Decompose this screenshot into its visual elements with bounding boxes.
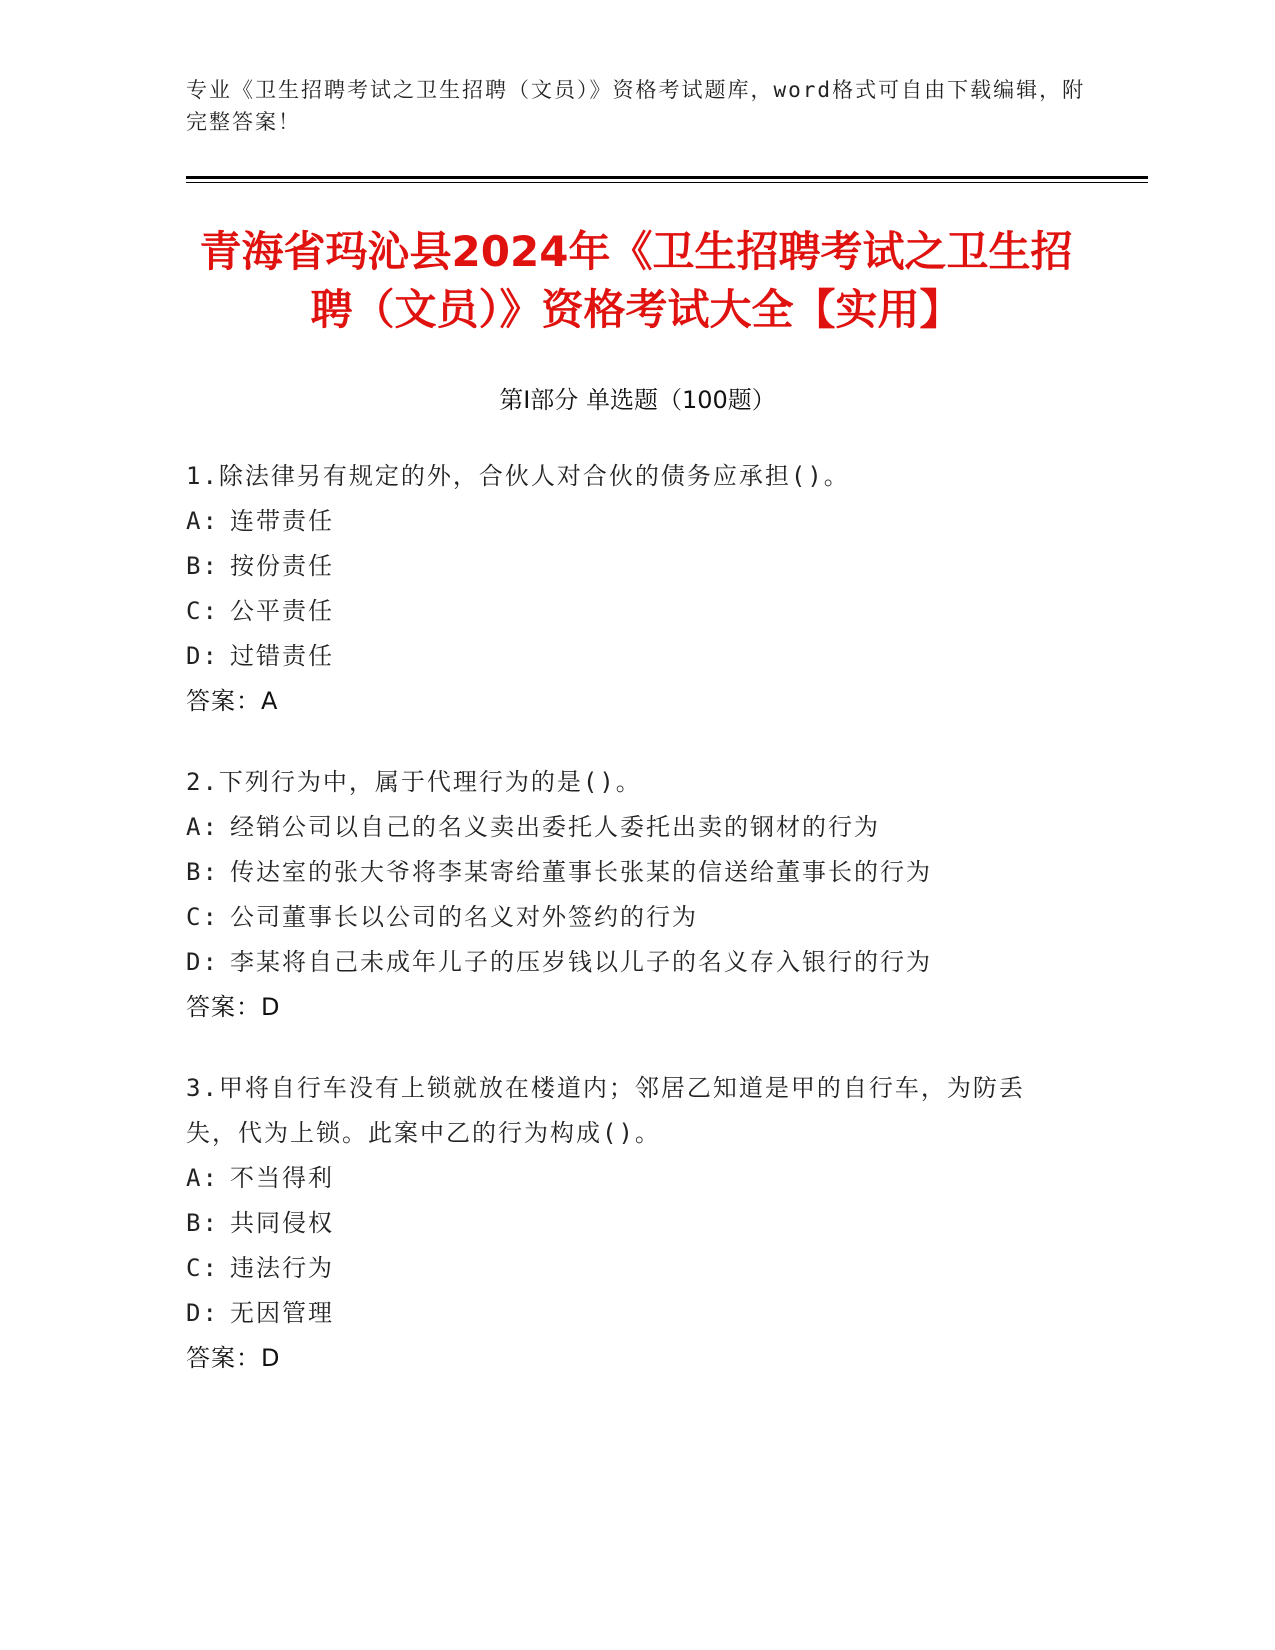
- option-text: 过错责任: [230, 642, 334, 670]
- option-c: [186, 1246, 1066, 1291]
- option-a: [186, 1156, 1066, 1201]
- question-stem: 2.下列行为中，属于代理行为的是()。: [186, 768, 642, 796]
- option-text: 共同侵权: [230, 1209, 334, 1237]
- option-text: 经销公司以自己的名义卖出委托人委托出卖的钢材的行为: [230, 813, 880, 841]
- question-stem: 1.除法律另有规定的外，合伙人对合伙的债务应承担()。: [186, 462, 850, 490]
- option-text: 公司董事长以公司的名义对外签约的行为: [230, 903, 698, 931]
- option-text: 违法行为: [230, 1254, 334, 1282]
- option-letter: C:: [186, 597, 219, 625]
- question-1: [186, 454, 1066, 724]
- answer-line: 答案：D: [186, 993, 281, 1021]
- option-d: [186, 634, 1066, 679]
- answer-line: 答案：D: [186, 1344, 281, 1372]
- option-d: [186, 940, 1066, 985]
- option-letter: A:: [186, 507, 219, 535]
- option-a: [186, 499, 1066, 544]
- question-2: [186, 760, 1066, 1030]
- option-text: 无因管理: [230, 1299, 334, 1327]
- document-title: 青海省玛沁县2024年《卫生招聘考试之卫生招聘（文员）》资格考试大全【实用】: [199, 227, 1073, 334]
- option-b: [186, 1201, 1066, 1246]
- option-letter: C:: [186, 1254, 219, 1282]
- option-text: 传达室的张大爷将李某寄给董事长张某的信送给董事长的行为: [230, 858, 932, 886]
- option-letter: A:: [186, 813, 219, 841]
- header-rule-thin: [186, 182, 1148, 183]
- option-b: [186, 850, 1066, 895]
- option-text: 按份责任: [230, 552, 334, 580]
- question-3: [186, 1066, 1066, 1381]
- option-b: [186, 544, 1066, 589]
- option-d: [186, 1291, 1066, 1336]
- question-stem: 3.甲将自行车没有上锁就放在楼道内；邻居乙知道是甲的自行车，为防丢失，代为上锁。此案中乙的行为构成()。: [186, 1074, 1025, 1147]
- option-letter: C:: [186, 903, 219, 931]
- option-text: 公平责任: [230, 597, 334, 625]
- option-letter: D:: [186, 948, 219, 976]
- option-text: 李某将自己未成年儿子的压岁钱以儿子的名义存入银行的行为: [230, 948, 932, 976]
- option-letter: B:: [186, 552, 219, 580]
- option-letter: B:: [186, 858, 219, 886]
- option-c: [186, 895, 1066, 940]
- header-rule-thick: [186, 176, 1148, 179]
- option-a: [186, 805, 1066, 850]
- section-heading: 第I部分 单选题（100题）: [499, 386, 776, 414]
- option-letter: A:: [186, 1164, 219, 1192]
- option-letter: B:: [186, 1209, 219, 1237]
- option-letter: D:: [186, 642, 219, 670]
- option-text: 不当得利: [230, 1164, 334, 1192]
- answer-line: 答案：A: [186, 687, 279, 715]
- option-text: 连带责任: [230, 507, 334, 535]
- option-letter: D:: [186, 1299, 219, 1327]
- option-c: [186, 589, 1066, 634]
- header-note: 专业《卫生招聘考试之卫生招聘（文员）》资格考试题库，word格式可自由下载编辑，附完整答案！: [186, 78, 1086, 134]
